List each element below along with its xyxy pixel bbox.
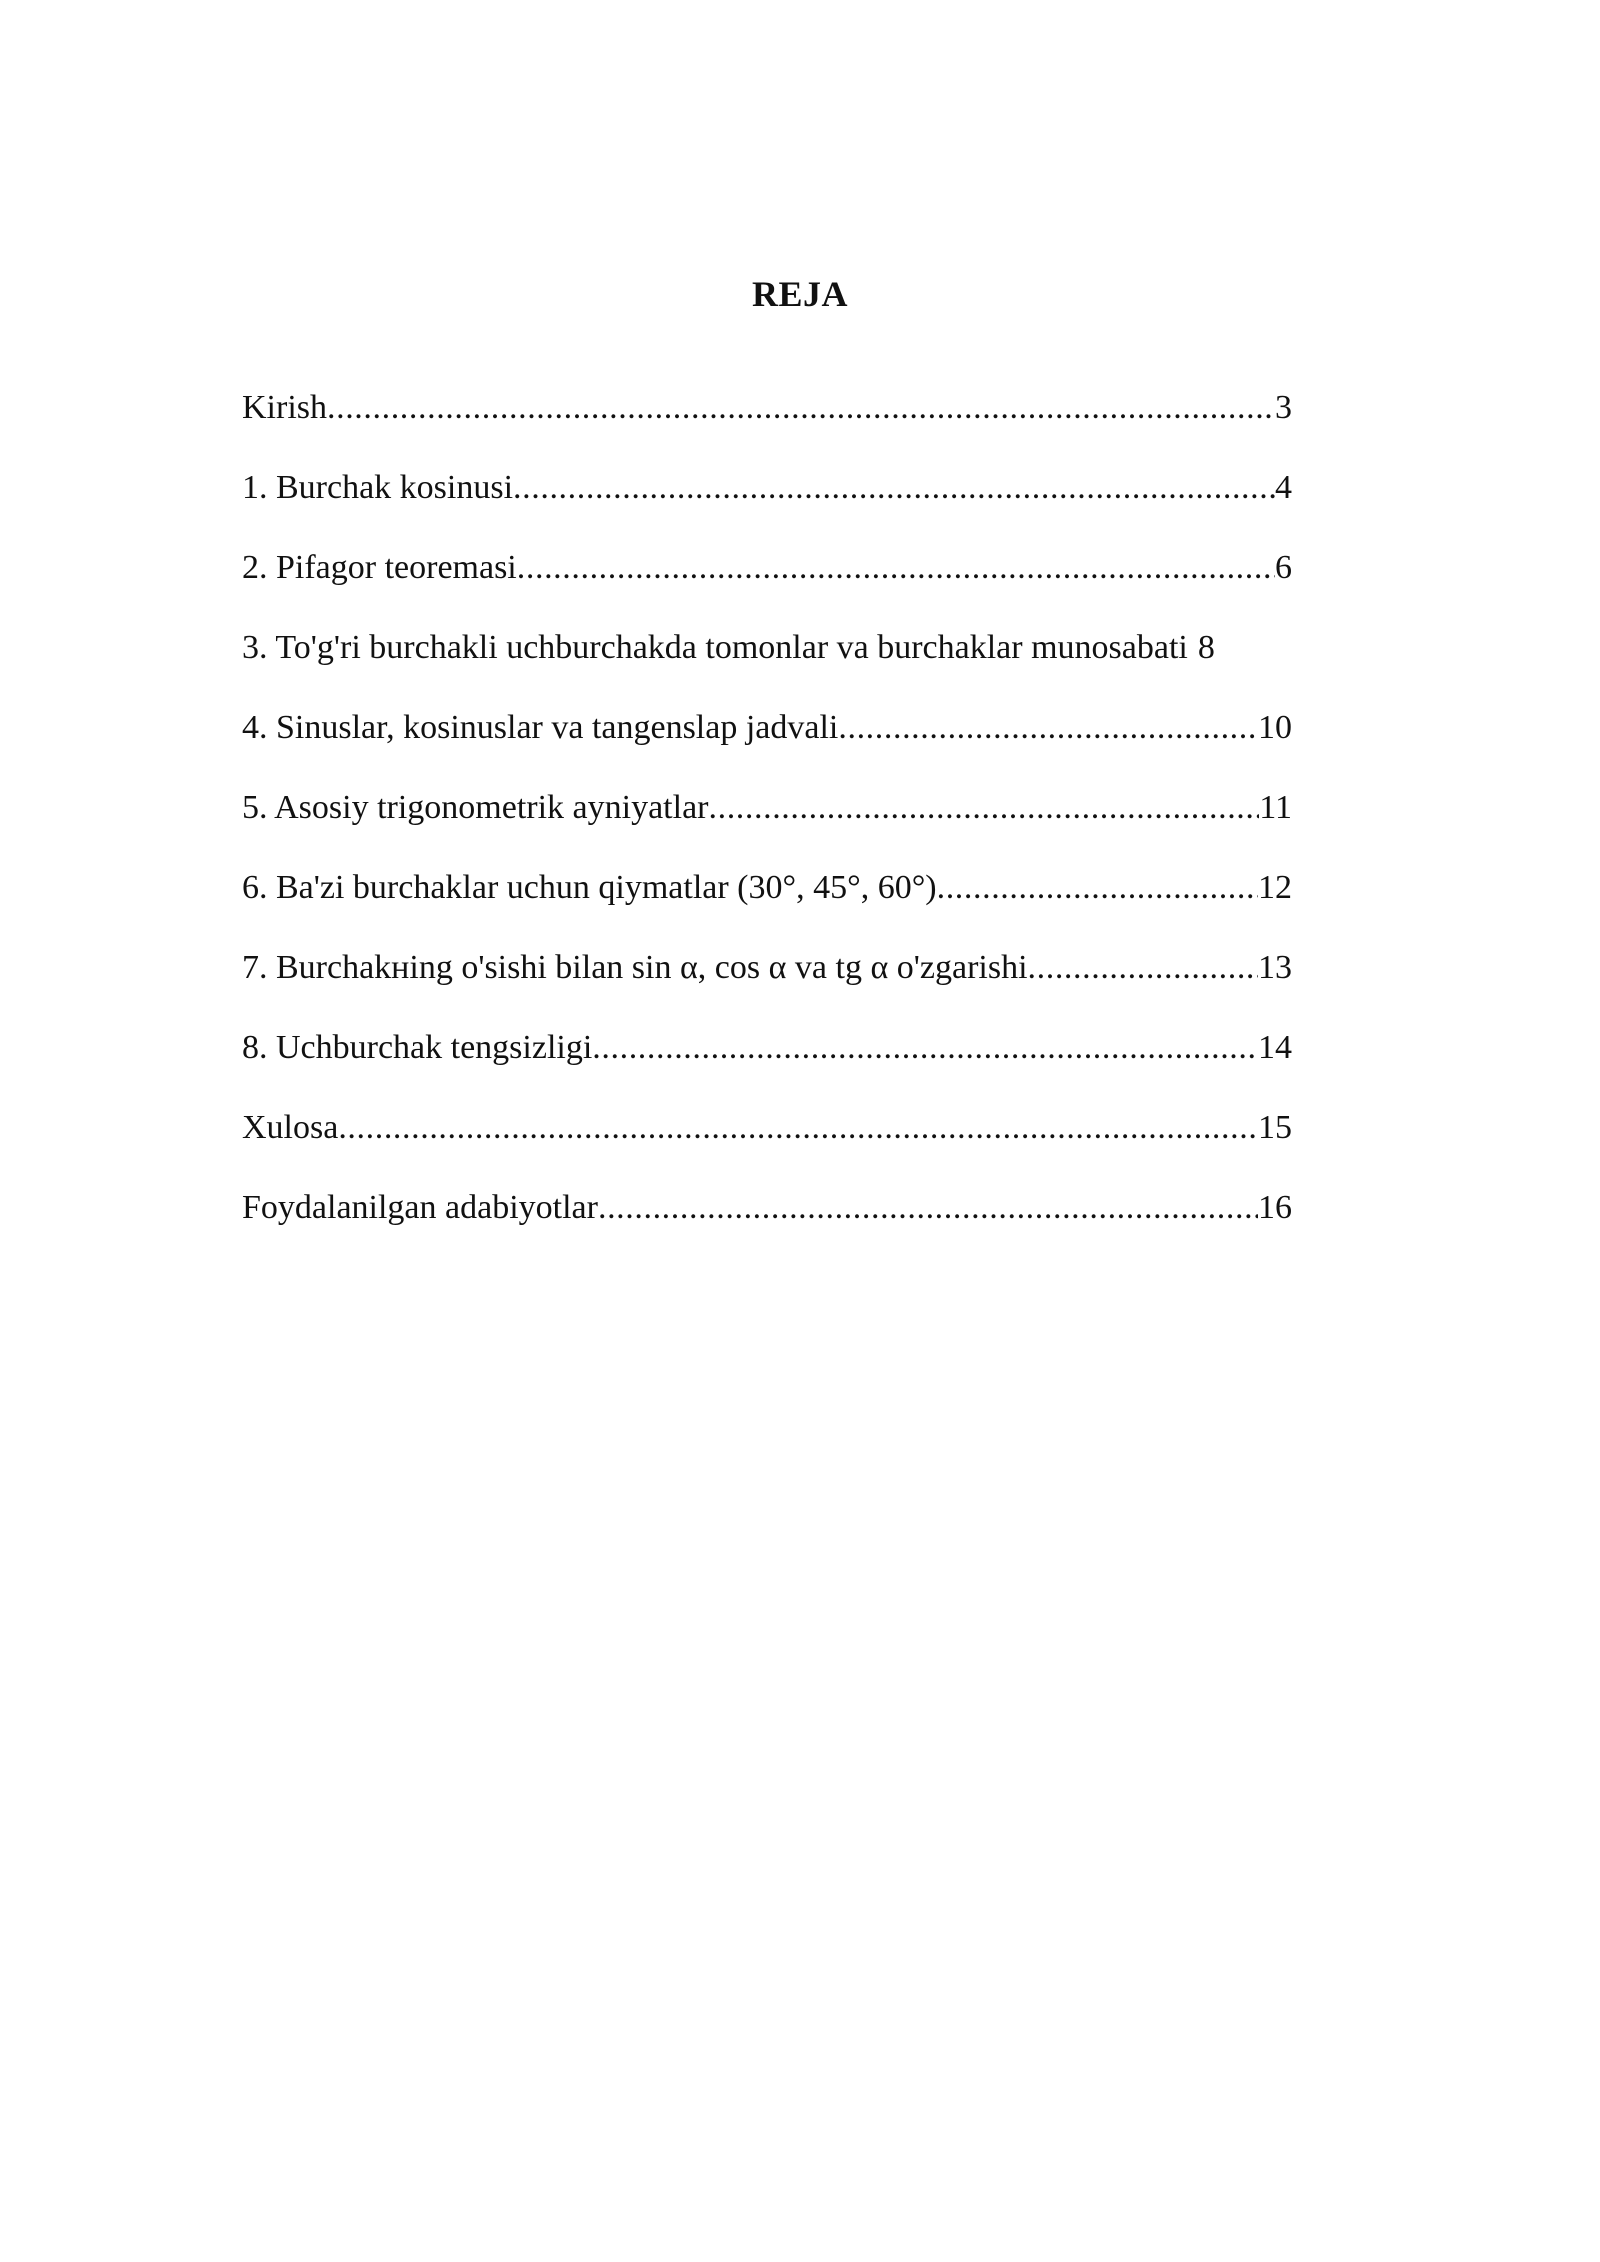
toc-entry-page: 10 xyxy=(1258,709,1292,746)
toc-entry-label: 2. Pifagor teoremasi xyxy=(242,549,517,586)
toc-entry-label: 3. To'g'ri burchakli uchburchakda tomonlar va burchaklar munosabati xyxy=(242,629,1188,666)
toc-dot-leader xyxy=(513,464,1275,512)
toc-dot-leader xyxy=(937,864,1258,912)
toc-dot-leader xyxy=(327,384,1275,432)
toc-entry-2 xyxy=(242,544,1292,624)
toc-entry-page: 3 xyxy=(1275,389,1292,426)
toc-entry-page: 4 xyxy=(1275,469,1292,506)
toc-dot-leader xyxy=(338,1104,1258,1152)
toc-entry-label: 6. Ba'zi burchaklar uchun qiymatlar (30°, 45°, 60°) xyxy=(242,869,937,906)
table-of-contents xyxy=(242,384,1362,1264)
toc-dot-leader xyxy=(598,1184,1258,1232)
toc-entry-6 xyxy=(242,864,1292,944)
toc-entry-5 xyxy=(242,784,1292,864)
toc-entry-page: 11 xyxy=(1259,789,1292,826)
toc-dot-leader xyxy=(709,784,1260,832)
toc-entry-4 xyxy=(242,704,1292,784)
toc-dot-leader xyxy=(592,1024,1258,1072)
toc-entry-page: 15 xyxy=(1258,1109,1292,1146)
toc-entry-1 xyxy=(242,464,1292,544)
toc-dot-leader xyxy=(1028,944,1258,992)
toc-entry-3 xyxy=(242,624,1362,704)
toc-entry-page: 6 xyxy=(1275,549,1292,586)
toc-entry-page: 12 xyxy=(1258,869,1292,906)
toc-entry-page: 16 xyxy=(1258,1189,1292,1226)
page-title: REJA xyxy=(751,274,848,314)
toc-dot-leader xyxy=(838,704,1258,752)
toc-entry-8 xyxy=(242,1024,1292,1104)
toc-entry-label: 7. Burchakнing o'sishi bilan sin α, cos α va tg α o'zgarishi xyxy=(242,949,1028,986)
toc-entry-label: 1. Burchak kosinusi xyxy=(242,469,514,506)
toc-entry-label: 8. Uchburchak tengsizligi xyxy=(242,1029,593,1066)
toc-entry-label: Xulosa xyxy=(242,1109,339,1146)
toc-entry-label: 5. Asosiy trigonometrik ayniyatlar xyxy=(242,789,709,826)
toc-entry-page: 14 xyxy=(1258,1029,1292,1066)
toc-entry-label: Foydalanilgan adabiyotlar xyxy=(242,1189,598,1226)
toc-entry-xulosa xyxy=(242,1104,1292,1184)
toc-entry-kirish xyxy=(242,384,1292,464)
toc-entry-adabiyotlar xyxy=(242,1184,1292,1264)
toc-entry-page: 13 xyxy=(1258,949,1292,986)
toc-entry-page: 8 xyxy=(1197,629,1215,666)
toc-dot-leader xyxy=(517,544,1275,592)
toc-entry-label: Kirish xyxy=(242,389,327,426)
toc-entry-label: 4. Sinuslar, kosinuslar va tangenslap jadvali xyxy=(242,709,839,746)
toc-entry-7 xyxy=(242,944,1292,1024)
